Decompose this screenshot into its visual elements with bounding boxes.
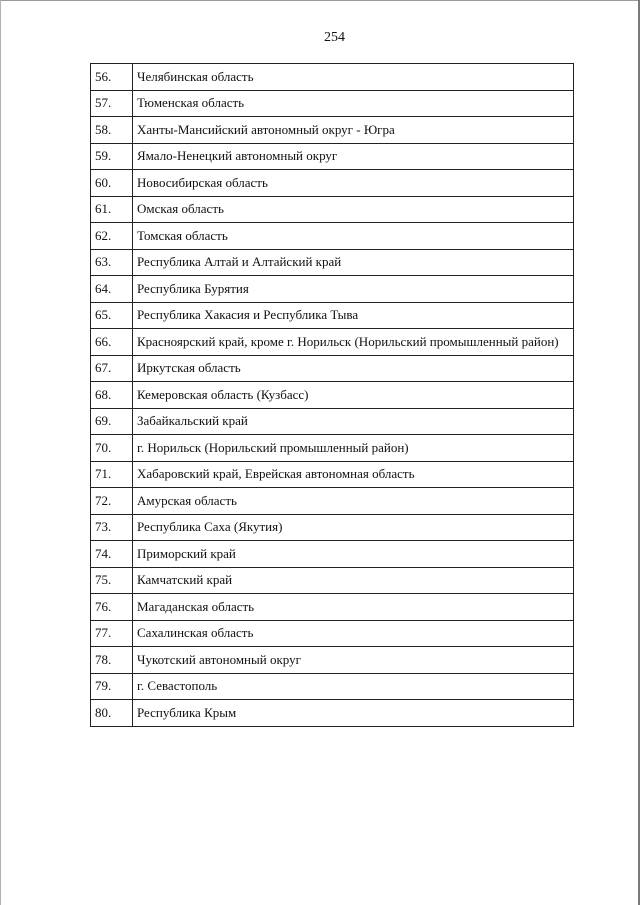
region-name: Иркутская область (133, 355, 574, 382)
row-number: 65. (91, 302, 133, 329)
region-name: Чукотский автономный округ (133, 647, 574, 674)
region-name: г. Севастополь (133, 673, 574, 700)
table-row (91, 117, 574, 144)
row-number: 57. (91, 90, 133, 117)
table-row (91, 620, 574, 647)
row-number: 63. (91, 249, 133, 276)
region-name: Приморский край (133, 541, 574, 568)
region-name: Забайкальский край (133, 408, 574, 435)
scan-edge-left (0, 0, 1, 905)
region-name: Республика Саха (Якутия) (133, 514, 574, 541)
row-number: 74. (91, 541, 133, 568)
region-name: Сахалинская область (133, 620, 574, 647)
page-number: 254 (324, 30, 345, 45)
table-row (91, 594, 574, 621)
table-row (91, 514, 574, 541)
region-name: Республика Крым (133, 700, 574, 727)
table-row (91, 647, 574, 674)
table-row (91, 64, 574, 91)
region-name: Ханты-Мансийский автономный округ - Югра (133, 117, 574, 144)
table-row (91, 461, 574, 488)
region-name: Омская область (133, 196, 574, 223)
row-number: 78. (91, 647, 133, 674)
table-row (91, 567, 574, 594)
row-number: 60. (91, 170, 133, 197)
region-name: Магаданская область (133, 594, 574, 621)
table-row (91, 302, 574, 329)
table-row (91, 435, 574, 462)
region-name: Республика Бурятия (133, 276, 574, 303)
row-number: 64. (91, 276, 133, 303)
table-row (91, 355, 574, 382)
row-number: 80. (91, 700, 133, 727)
table-row (91, 673, 574, 700)
regions-table (90, 63, 574, 727)
row-number: 62. (91, 223, 133, 250)
table-row (91, 700, 574, 727)
row-number: 69. (91, 408, 133, 435)
row-number: 77. (91, 620, 133, 647)
row-number: 71. (91, 461, 133, 488)
region-name: Хабаровский край, Еврейская автономная область (133, 461, 574, 488)
row-number: 73. (91, 514, 133, 541)
region-name: Ямало-Ненецкий автономный округ (133, 143, 574, 170)
region-name: Томская область (133, 223, 574, 250)
row-number: 79. (91, 673, 133, 700)
region-name: Красноярский край, кроме г. Норильск (Норильский промышленный район) (133, 329, 574, 356)
region-name: Камчатский край (133, 567, 574, 594)
region-name: Республика Хакасия и Республика Тыва (133, 302, 574, 329)
row-number: 59. (91, 143, 133, 170)
region-name: Кемеровская область (Кузбасс) (133, 382, 574, 409)
table-row (91, 541, 574, 568)
scan-edge-top (0, 0, 640, 1)
row-number: 68. (91, 382, 133, 409)
row-number: 56. (91, 64, 133, 91)
row-number: 72. (91, 488, 133, 515)
table-row (91, 143, 574, 170)
table-row (91, 223, 574, 250)
region-name: г. Норильск (Норильский промышленный район) (133, 435, 574, 462)
row-number: 66. (91, 329, 133, 356)
row-number: 76. (91, 594, 133, 621)
row-number: 58. (91, 117, 133, 144)
region-name: Республика Алтай и Алтайский край (133, 249, 574, 276)
table-row (91, 408, 574, 435)
row-number: 70. (91, 435, 133, 462)
table-row (91, 329, 574, 356)
table-row (91, 382, 574, 409)
region-name: Новосибирская область (133, 170, 574, 197)
region-name: Челябинская область (133, 64, 574, 91)
row-number: 67. (91, 355, 133, 382)
region-name: Тюменская область (133, 90, 574, 117)
table-row (91, 196, 574, 223)
table-row (91, 249, 574, 276)
table-row (91, 90, 574, 117)
table-row (91, 170, 574, 197)
region-name: Амурская область (133, 488, 574, 515)
row-number: 61. (91, 196, 133, 223)
regions-table-body (91, 64, 574, 727)
table-row (91, 488, 574, 515)
table-row (91, 276, 574, 303)
row-number: 75. (91, 567, 133, 594)
